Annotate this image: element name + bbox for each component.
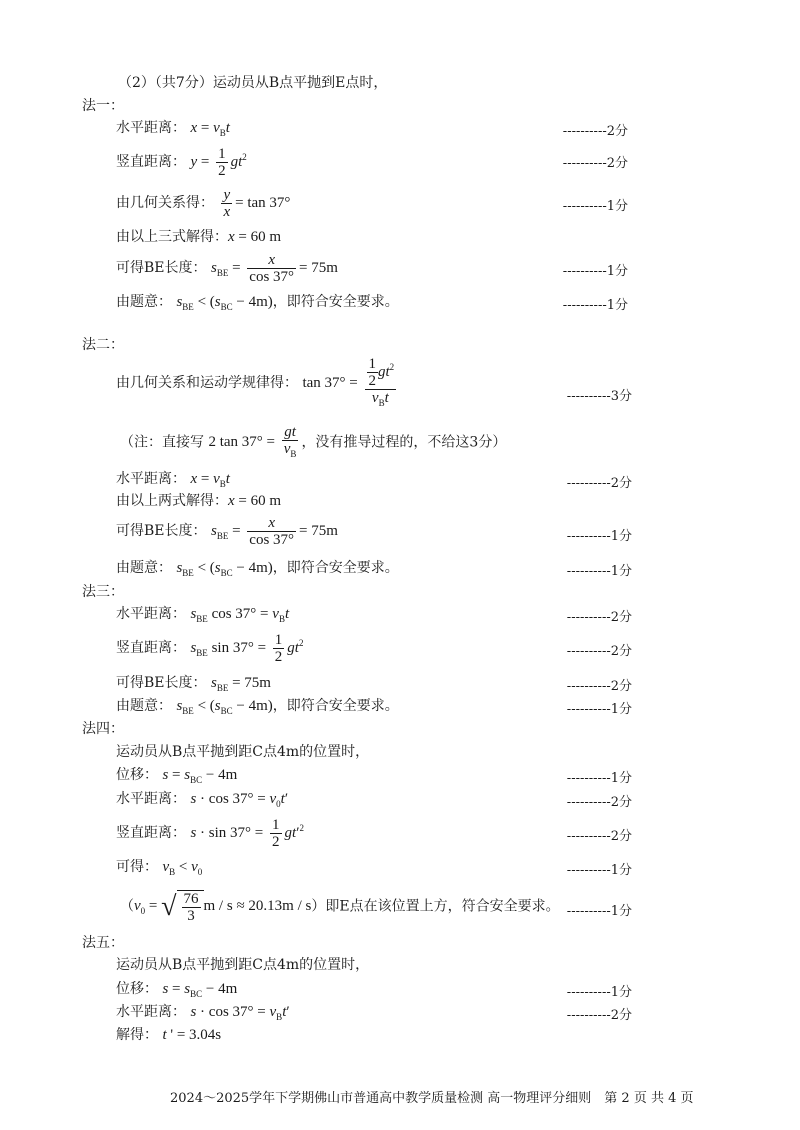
note-suffix: ，没有推导过程的，不给这3分） — [301, 434, 507, 451]
step-label: 可得BE长度： — [116, 522, 207, 539]
m1-step-vertical-points: ----------2分 — [562, 156, 628, 171]
formula: $x = v_Bt$ — [190, 471, 230, 489]
m1-step-safe-points: ----------1分 — [562, 298, 628, 313]
formula: $s \cdot \cos 37^\circ = v_0t'$ — [190, 791, 289, 809]
m3-step-horizontal-points: ----------2分 — [566, 610, 632, 625]
m1-step-horizontal-points: ----------2分 — [562, 124, 628, 139]
step-label: 竖直距离： — [116, 639, 186, 656]
step-suffix: ，即符合安全要求。 — [272, 698, 399, 714]
formula: t ' = 3.04s — [162, 1027, 222, 1043]
m4-step-result — [116, 858, 202, 881]
m4-step-conclusion — [120, 890, 560, 924]
step-label: 位移： — [116, 767, 158, 783]
formula: $s_{BE}$ = $\frac{x}{\cos 37^\circ}$ = 75m — [210, 252, 338, 285]
m5-step-solve — [116, 1026, 221, 1044]
m4-step-horizontal — [116, 790, 288, 813]
formula: x = 60 m — [228, 229, 282, 245]
m4-step-displacement — [116, 766, 237, 789]
method-2-title: 法二： — [82, 337, 124, 353]
formula: x = 60 m — [228, 493, 282, 509]
formula: $v_B < v_0$ — [162, 859, 203, 877]
step-label: 水平距离： — [116, 606, 186, 622]
m1-step-safe — [116, 293, 399, 316]
m4-step-displacement-points: ----------1分 — [566, 771, 632, 786]
step-label: 由几何关系和运动学规律得： — [116, 374, 298, 391]
formula: $v_0$ = √ $\frac{76}{3}$ m / s ≈ 20.13m / s — [134, 891, 312, 924]
m2-step-horizontal — [116, 470, 230, 493]
m2-step-kinematics-points: ----------3分 — [566, 389, 632, 404]
m3-step-vertical-points: ----------2分 — [566, 644, 632, 659]
m4-step-horizontal-points: ----------2分 — [566, 795, 632, 810]
note-label: （注：直接写 — [120, 434, 204, 451]
method-4-title: 法四： — [82, 721, 124, 737]
m3-step-vertical — [116, 632, 303, 665]
step-label: 由题意： — [116, 294, 172, 310]
m1-step-geometry — [116, 187, 290, 220]
m1-step-solve — [116, 228, 281, 246]
step-label: （ — [120, 898, 134, 915]
formula: $s_{BE}$ sin 37° = $\frac{1}{2}$ $gt^2$ — [190, 632, 304, 665]
step-label: 竖直距离： — [116, 824, 186, 841]
m3-step-be-points: ----------2分 — [566, 679, 632, 694]
step-label: 水平距离： — [116, 120, 186, 136]
step-label: 由题意： — [116, 560, 172, 576]
formula: $\frac{y}{x}$ = tan 37° — [223, 187, 291, 220]
formula: y = $\frac{1}{2}$ $gt^2$ — [190, 146, 247, 179]
step-label: 水平距离： — [116, 791, 186, 807]
m5-step-displacement — [116, 980, 237, 1003]
m2-step-safe-points: ----------1分 — [566, 564, 632, 579]
step-suffix: ，即符合安全要求。 — [272, 294, 399, 310]
m1-step-be-points: ----------1分 — [562, 264, 628, 279]
m2-step-safe — [116, 559, 399, 582]
step-label: 由以上两式解得： — [116, 493, 228, 509]
m2-note — [120, 424, 506, 462]
m1-step-vertical — [116, 146, 247, 179]
m4-step-result-points: ----------1分 — [566, 863, 632, 878]
formula: $s_{BE} < (s_{BC} - 4m)$ — [176, 560, 273, 578]
m4-intro: 运动员从B点平抛到距C点4m的位置时， — [116, 744, 370, 760]
step-label: 由以上三式解得： — [116, 229, 228, 245]
m1-step-geometry-points: ----------1分 — [562, 199, 628, 214]
m1-step-horizontal — [116, 119, 230, 142]
formula: tan 37° = $\frac{1}{2}$ $gt^2$ $v_Bt$ — [302, 356, 395, 408]
m5-intro: 运动员从B点平抛到距C点4m的位置时， — [116, 957, 370, 973]
step-label: 竖直距离： — [116, 153, 186, 170]
m3-step-safe — [116, 697, 399, 720]
step-label: 可得： — [116, 859, 158, 875]
method-1-title: 法一： — [82, 98, 124, 114]
formula: s · sin 37° = $\frac{1}{2}$ $gt'^2$ — [190, 817, 304, 850]
m2-step-horizontal-points: ----------2分 — [566, 476, 632, 491]
page-footer: 2024～2025学年下学期佛山市普通高中教学质量检测 高一物理评分细则 第 2 页 共 4 页 — [170, 1091, 694, 1106]
m4-step-conclusion-points: ----------1分 — [566, 904, 632, 919]
step-label: 水平距离： — [116, 1004, 186, 1020]
step-suffix: ，即符合安全要求。 — [272, 560, 399, 576]
m5-step-horizontal — [116, 1003, 290, 1026]
formula: $s_{BE} < (s_{BC} - 4m)$ — [176, 294, 273, 312]
m3-step-horizontal — [116, 605, 289, 628]
step-label: 由题意： — [116, 698, 172, 714]
m2-step-be-points: ----------1分 — [566, 529, 632, 544]
step-label: 水平距离： — [116, 471, 186, 487]
m2-step-kinematics — [116, 356, 399, 411]
method-3-title: 法三： — [82, 584, 124, 600]
step-suffix: ）即E点在该位置上方，符合安全要求。 — [311, 898, 560, 915]
formula: $s_{BE}$ $\cos 37^\circ = v_Bt$ — [190, 606, 290, 624]
step-label: 位移： — [116, 981, 158, 997]
step-label: 可得BE长度： — [116, 259, 207, 276]
m2-step-be — [116, 515, 338, 548]
formula: $s = s_{BC} - 4m$ — [162, 981, 238, 999]
formula: $s_{BE} = 75m$ — [210, 675, 271, 693]
m1-step-be — [116, 252, 338, 285]
formula: $s_{BE} < (s_{BC} - 4m)$ — [176, 698, 273, 716]
method-5-title: 法五： — [82, 935, 124, 951]
m5-step-displacement-points: ----------1分 — [566, 985, 632, 1000]
m4-step-vertical — [116, 817, 304, 850]
step-label: 由几何关系得： — [116, 194, 214, 211]
part-header: （2）（共7分）运动员从B点平抛到E点时， — [118, 75, 388, 91]
formula: $s_{BE}$ = $\frac{x}{\cos 37^\circ}$ = 75m — [210, 515, 338, 548]
step-label: 可得BE长度： — [116, 675, 207, 691]
formula: $s = s_{BC} - 4m$ — [162, 767, 238, 785]
formula: $x = v_Bt$ — [190, 120, 230, 138]
m2-step-solve — [116, 492, 281, 510]
formula: 2 tan 37° = $\frac{gt}{v_B}$ — [208, 424, 297, 459]
m3-step-be — [116, 674, 271, 697]
step-label: 解得： — [116, 1027, 158, 1043]
m3-step-safe-points: ----------1分 — [566, 702, 632, 717]
m5-step-horizontal-points: ----------2分 — [566, 1008, 632, 1023]
formula: $s \cdot \cos 37^\circ = v_Bt'$ — [190, 1004, 290, 1022]
m4-step-vertical-points: ----------2分 — [566, 829, 632, 844]
